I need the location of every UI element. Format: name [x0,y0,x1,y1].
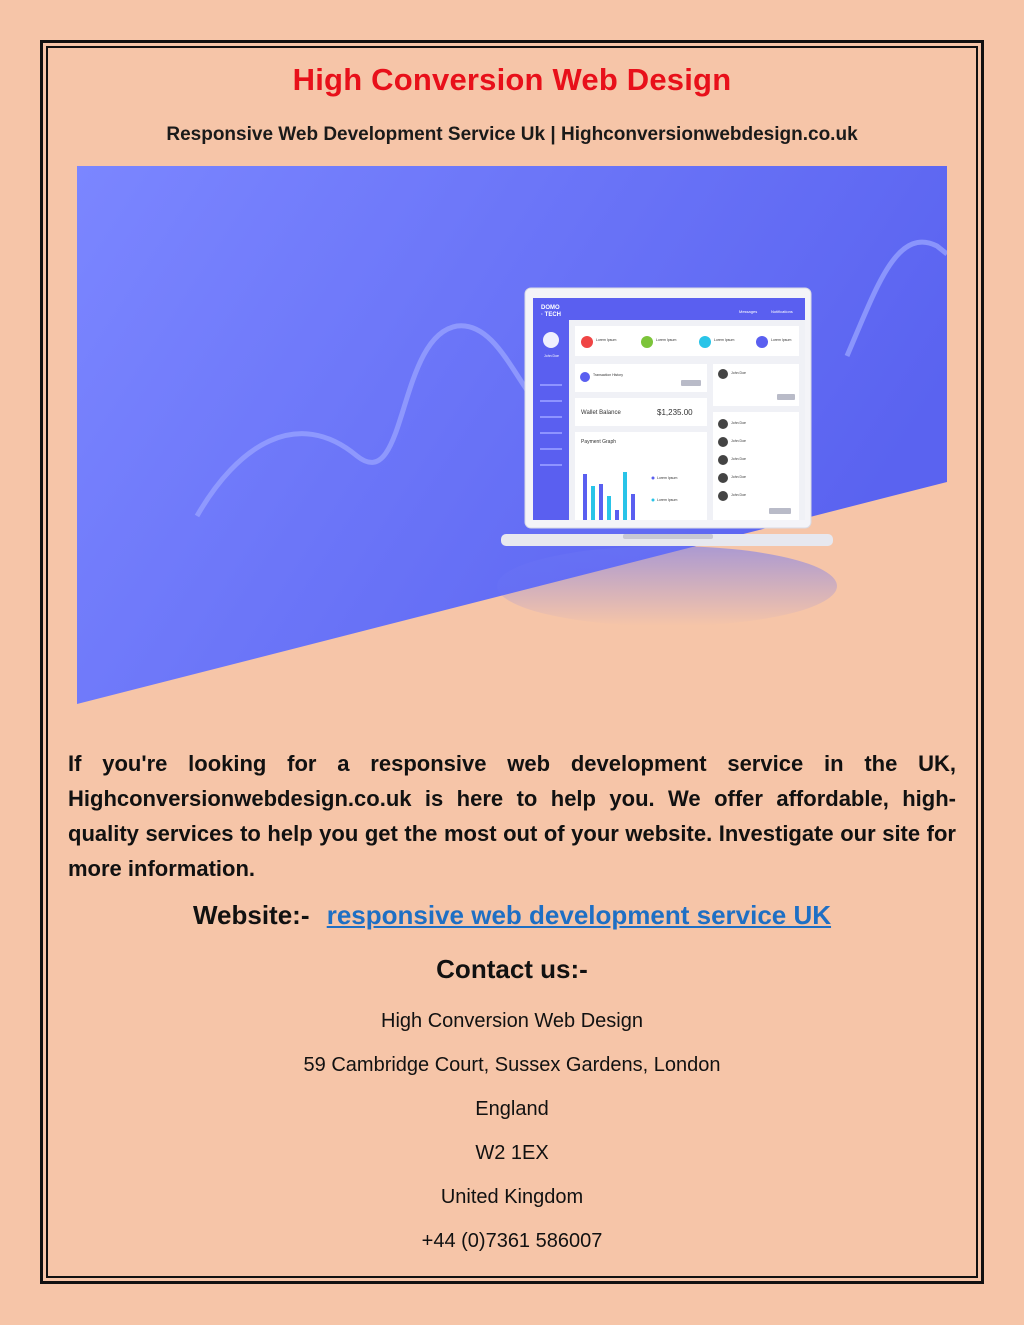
graph-legend-2: Lorem Ipsum [657,498,678,502]
contact-country: United Kingdom [440,1186,584,1208]
brand-line2: · TECH [541,312,561,318]
page-title: High Conversion Web Design [292,62,732,97]
contact-address: 59 Cambridge Court, Sussex Gardens, London [303,1054,721,1076]
contact-company: High Conversion Web Design [381,1010,643,1032]
contact-name-4: John Doe [731,457,746,461]
graph-bar [631,494,635,520]
user-avatar-icon [543,332,559,348]
stat-label-3: Lorem Ipsum [714,338,735,342]
hero-background [77,166,947,704]
brand-line1: DOMO [541,305,560,311]
description-paragraph: If you're looking for a responsive web development service in the UK, Highconversionwebdesign.co.uk is here to help you. We offer affordable, high-quality services to help you get the most out of your website. Investigate our site for more information. [68,751,956,881]
hero-image [77,166,947,704]
graph-bar [599,484,603,520]
contact-phone[interactable]: +44 (0)7361 586007 [421,1230,603,1252]
graph-bar [615,510,619,520]
graph-bar [583,474,587,520]
contact-country-region: England [475,1098,549,1120]
graph-legend-1: Lorem Ipsum [657,476,678,480]
website-link[interactable]: responsive web development service UK [326,900,832,930]
graph-bar [591,486,595,520]
contact-name-5: John Doe [731,475,746,479]
contact-title: Contact us:- [436,954,588,984]
website-row [0,900,1024,931]
contact-name-1: John Doe [731,371,746,375]
top-bar-notifications: Notifications [771,309,793,314]
payment-graph-title: Payment Graph [581,439,617,445]
screen-sidebar [533,320,569,520]
contact-name-6: John Doe [731,493,746,497]
contact-name-2: John Doe [731,421,746,425]
contact-postcode: W2 1EX [475,1142,549,1164]
stat-label-2: Lorem Ipsum [656,338,677,342]
top-bar-messages: Messages [739,309,758,314]
website-label: Website:- [192,900,310,930]
screen-top-bar [533,298,805,320]
transaction-title: Transaction History [593,373,624,377]
stat-label-1: Lorem Ipsum [596,338,617,342]
graph-bar [623,472,627,520]
wallet-label: Wallet Balance [581,410,621,416]
contacts-card-list [713,412,799,520]
laptop-hinge [623,534,713,539]
graph-bar [607,496,611,520]
page-subtitle: Responsive Web Development Service Uk | Highconversionwebdesign.co.uk [166,124,858,145]
sidebar-user-name: John Doe [544,354,559,358]
stat-label-4: Lorem Ipsum [771,338,792,342]
transaction-card [575,364,707,392]
laptop-shadow [497,546,837,626]
wallet-value: $1,235.00 [657,408,693,417]
contact-name-3: John Doe [731,439,746,443]
